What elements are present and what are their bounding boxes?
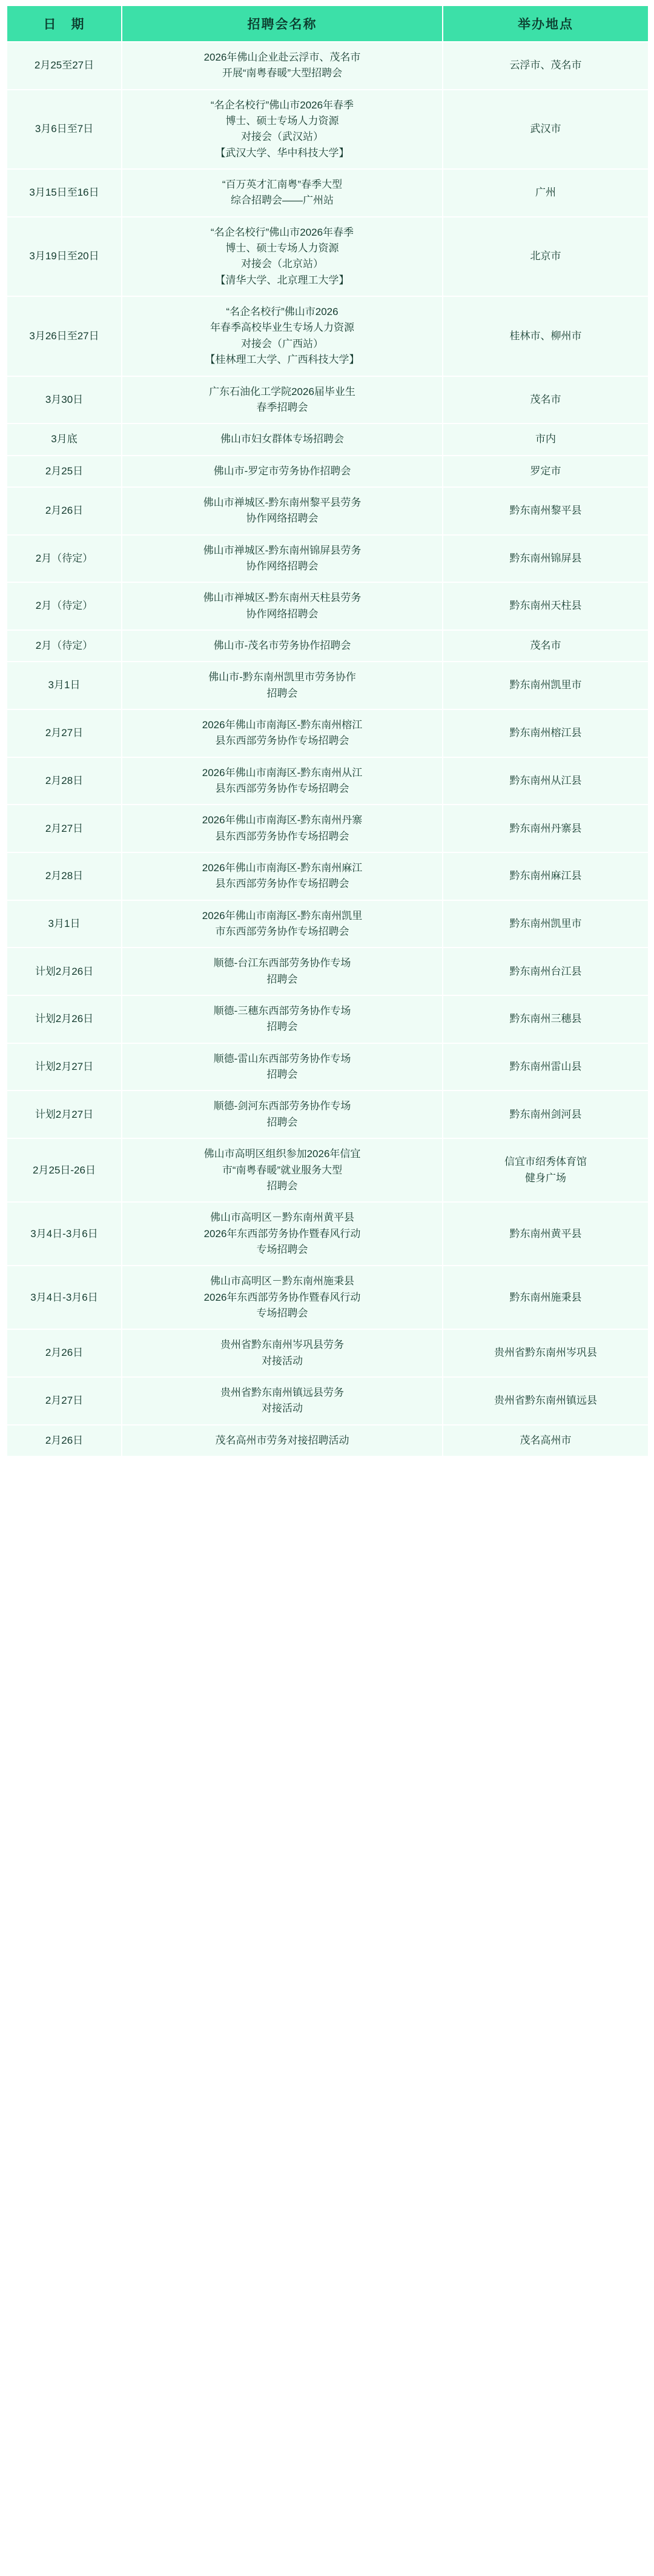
cell-event-name-line: 对接会（广西站） xyxy=(241,337,323,350)
cell-event-name-line: 贵州省黔东南州岑巩县劳务 xyxy=(220,1339,344,1351)
table-row xyxy=(7,757,649,805)
cell-location xyxy=(443,1377,649,1425)
cell-date-line: 2月27日 xyxy=(45,822,84,834)
cell-date xyxy=(7,995,122,1043)
cell-location-line: 黔东南州从江县 xyxy=(509,774,582,786)
cell-event-name xyxy=(122,1202,443,1266)
cell-date xyxy=(7,757,122,805)
column-header-name: 招聘会名称 xyxy=(122,5,443,42)
cell-date xyxy=(7,1090,122,1138)
cell-location xyxy=(443,757,649,805)
cell-location xyxy=(443,487,649,535)
cell-event-name-line: 【武汉大学、华中科技大学】 xyxy=(215,147,349,159)
cell-event-name xyxy=(122,995,443,1043)
cell-date-line: 2月27日 xyxy=(45,1395,84,1407)
cell-event-name-line: 佛山市-罗定市劳务协作招聘会 xyxy=(213,465,351,477)
cell-location xyxy=(443,376,649,424)
cell-event-name-line: 博士、硕士专场人力资源 xyxy=(225,115,339,127)
cell-event-name-line: 顺德-雷山东西部劳务协作专场 xyxy=(213,1052,351,1064)
cell-location xyxy=(443,805,649,852)
cell-event-name-line: 佛山市高明区－黔东南州施秉县 xyxy=(210,1275,354,1287)
cell-event-name xyxy=(122,456,443,487)
table-row xyxy=(7,1202,649,1266)
cell-date xyxy=(7,709,122,757)
cell-date xyxy=(7,1329,122,1377)
cell-date-line: 计划2月26日 xyxy=(35,965,94,977)
cell-location xyxy=(443,1043,649,1091)
cell-event-name-line: 招聘会 xyxy=(266,1021,298,1033)
cell-location-line: 黔东南州台江县 xyxy=(509,965,582,977)
cell-event-name-line: 对接会（北京站） xyxy=(241,258,323,270)
cell-date xyxy=(7,487,122,535)
cell-date xyxy=(7,900,122,948)
cell-event-name-line: 佛山市禅城区-黔东南州天柱县劳务 xyxy=(203,592,362,604)
cell-event-name-line: 茂名高州市劳务对接招聘活动 xyxy=(215,1434,349,1446)
cell-event-name-line: 协作网络招聘会 xyxy=(246,608,319,620)
cell-date xyxy=(7,630,122,662)
cell-location-line: 黔东南州剑河县 xyxy=(509,1108,582,1120)
cell-date-line: 2月（待定） xyxy=(35,600,93,612)
cell-location xyxy=(443,630,649,662)
cell-date xyxy=(7,1043,122,1091)
cell-location xyxy=(443,42,649,90)
cell-date-line: 2月28日 xyxy=(45,774,84,786)
cell-location-line: 武汉市 xyxy=(530,123,561,135)
cell-date-line: 3月6日至7日 xyxy=(35,123,94,135)
table-row xyxy=(7,852,649,900)
cell-event-name-line: 对接会（武汉站） xyxy=(241,131,323,143)
cell-event-name xyxy=(122,757,443,805)
table-row xyxy=(7,1329,649,1377)
cell-date-line: 2月26日 xyxy=(45,1347,84,1359)
cell-event-name-line: 顺德-台江东西部劳务协作专场 xyxy=(213,957,351,969)
cell-event-name-line: 综合招聘会——广州站 xyxy=(231,194,334,207)
table-row xyxy=(7,630,649,662)
cell-event-name-line: 县东西部劳务协作专场招聘会 xyxy=(215,830,349,842)
cell-event-name xyxy=(122,423,443,455)
cell-event-name-line: 贵州省黔东南州镇远县劳务 xyxy=(220,1386,344,1398)
cell-event-name xyxy=(122,1329,443,1377)
cell-event-name xyxy=(122,1138,443,1202)
cell-date xyxy=(7,1425,122,1456)
cell-location-line: 市内 xyxy=(535,433,556,445)
cell-date-line: 计划2月27日 xyxy=(35,1060,94,1072)
cell-date xyxy=(7,1202,122,1266)
cell-event-name-line: 顺德-三穗东西部劳务协作专场 xyxy=(213,1005,351,1017)
column-header-date: 日 期 xyxy=(7,5,122,42)
table-row xyxy=(7,1425,649,1456)
cell-date xyxy=(7,217,122,296)
cell-date-line: 2月25至27日 xyxy=(34,59,94,71)
cell-location xyxy=(443,900,649,948)
cell-event-name xyxy=(122,948,443,995)
cell-date-line: 3月19日至20日 xyxy=(29,250,99,262)
cell-event-name-line: 春季招聘会 xyxy=(256,401,308,413)
table-row xyxy=(7,535,649,583)
cell-location xyxy=(443,1425,649,1456)
cell-location xyxy=(443,995,649,1043)
cell-event-name-line: 协作网络招聘会 xyxy=(246,560,319,572)
table-row xyxy=(7,217,649,296)
cell-event-name-line: 2026年佛山市南海区-黔东南州凯里 xyxy=(202,909,363,921)
cell-event-name xyxy=(122,296,443,376)
cell-event-name xyxy=(122,487,443,535)
recruitment-schedule-table xyxy=(6,5,649,1457)
cell-event-name-line: 【清华大学、北京理工大学】 xyxy=(215,274,349,286)
cell-event-name xyxy=(122,1425,443,1456)
cell-event-name-line: 佛山市高明区－黔东南州黄平县 xyxy=(210,1212,354,1224)
cell-event-name-line: 佛山市妇女群体专场招聘会 xyxy=(220,433,344,445)
table-row xyxy=(7,1266,649,1329)
cell-location-line: 黔东南州黄平县 xyxy=(509,1227,582,1240)
cell-event-name xyxy=(122,535,443,583)
cell-location-line: 黔东南州黎平县 xyxy=(509,505,582,517)
cell-date-line: 2月（待定） xyxy=(35,552,93,564)
cell-location xyxy=(443,535,649,583)
cell-location-line: 黔东南州凯里市 xyxy=(509,679,582,691)
cell-location xyxy=(443,169,649,217)
cell-event-name-line: 招聘会 xyxy=(266,973,298,985)
cell-event-name-line: 县东西部劳务协作专场招聘会 xyxy=(215,878,349,890)
cell-location xyxy=(443,582,649,630)
cell-location xyxy=(443,662,649,709)
cell-event-name-line: 县东西部劳务协作专场招聘会 xyxy=(215,735,349,747)
cell-event-name-line: 佛山市禅城区-黔东南州黎平县劳务 xyxy=(203,496,362,508)
table-row xyxy=(7,948,649,995)
cell-location-line: 信宜市绍秀体育馆 xyxy=(504,1156,587,1168)
cell-date-line: 3月4日-3月6日 xyxy=(30,1291,98,1303)
cell-location xyxy=(443,1138,649,1202)
cell-location xyxy=(443,1202,649,1266)
cell-location-line: 北京市 xyxy=(530,250,561,262)
cell-event-name xyxy=(122,1266,443,1329)
cell-event-name-line: “名企名校行”佛山市2026 xyxy=(226,306,339,318)
cell-date xyxy=(7,1377,122,1425)
cell-date-line: 2月26日 xyxy=(45,1434,84,1446)
table-row xyxy=(7,1090,649,1138)
cell-location-line: 黔东南州施秉县 xyxy=(509,1291,582,1303)
cell-location-line: 黔东南州凯里市 xyxy=(509,917,582,929)
cell-location-line: 健身广场 xyxy=(525,1172,566,1184)
cell-event-name xyxy=(122,90,443,169)
cell-date xyxy=(7,1266,122,1329)
table-body xyxy=(7,42,649,1456)
cell-date xyxy=(7,948,122,995)
table-row xyxy=(7,662,649,709)
cell-location xyxy=(443,1090,649,1138)
cell-date xyxy=(7,535,122,583)
cell-date-line: 3月15日至16日 xyxy=(29,187,99,199)
cell-event-name xyxy=(122,1090,443,1138)
cell-date-line: 2月27日 xyxy=(45,727,84,739)
cell-date-line: 2月28日 xyxy=(45,870,84,882)
cell-event-name-line: 对接活动 xyxy=(262,1355,303,1367)
table-row xyxy=(7,90,649,169)
cell-event-name-line: 2026年佛山市南海区-黔东南州丹寨 xyxy=(202,814,363,826)
cell-location-line: 黔东南州麻江县 xyxy=(509,870,582,882)
cell-date xyxy=(7,376,122,424)
cell-location-line: 桂林市、柳州市 xyxy=(509,330,582,342)
cell-location-line: 茂名市 xyxy=(530,393,561,405)
cell-event-name-line: 年春季高校毕业生专场人力资源 xyxy=(210,322,354,334)
cell-location-line: 黔东南州榕江县 xyxy=(509,727,582,739)
cell-date xyxy=(7,456,122,487)
cell-event-name-line: 招聘会 xyxy=(266,687,298,699)
cell-date-line: 计划2月26日 xyxy=(35,1013,94,1025)
cell-date-line: 2月25日-26日 xyxy=(33,1164,96,1176)
cell-event-name xyxy=(122,582,443,630)
cell-event-name-line: 2026年佛山市南海区-黔东南州麻江 xyxy=(202,862,363,874)
cell-location xyxy=(443,1266,649,1329)
cell-date xyxy=(7,1138,122,1202)
cell-date xyxy=(7,42,122,90)
table-row xyxy=(7,900,649,948)
cell-event-name xyxy=(122,1377,443,1425)
cell-date xyxy=(7,423,122,455)
cell-date xyxy=(7,169,122,217)
cell-event-name-line: “百万英才汇南粤”春季大型 xyxy=(222,179,343,191)
cell-date-line: 3月4日-3月6日 xyxy=(30,1227,98,1240)
cell-location-line: 黔东南州天柱县 xyxy=(509,600,582,612)
cell-event-name-line: 市东西部劳务协作专场招聘会 xyxy=(215,926,349,938)
table-row xyxy=(7,42,649,90)
table-row xyxy=(7,487,649,535)
cell-event-name-line: 协作网络招聘会 xyxy=(246,513,319,525)
cell-event-name-line: 市“南粤春暖”就业服务大型 xyxy=(222,1164,343,1176)
cell-event-name-line: 招聘会 xyxy=(266,1116,298,1128)
cell-date xyxy=(7,582,122,630)
cell-location-line: 广州 xyxy=(535,187,556,199)
cell-location xyxy=(443,423,649,455)
cell-date-line: 2月25日 xyxy=(45,465,84,477)
cell-event-name-line: 专场招聘会 xyxy=(256,1307,308,1319)
table-row xyxy=(7,1138,649,1202)
table-row xyxy=(7,296,649,376)
cell-event-name-line: 开展“南粤春暖”大型招聘会 xyxy=(222,67,343,79)
table-row xyxy=(7,1043,649,1091)
cell-date xyxy=(7,90,122,169)
cell-date xyxy=(7,662,122,709)
cell-event-name xyxy=(122,662,443,709)
cell-event-name-line: “名企名校行”佛山市2026年春季 xyxy=(210,226,354,238)
cell-date-line: 3月1日 xyxy=(48,679,81,691)
cell-location xyxy=(443,90,649,169)
cell-location-line: 黔东南州锦屏县 xyxy=(509,552,582,564)
cell-event-name-line: 广东石油化工学院2026届毕业生 xyxy=(209,385,355,397)
cell-event-name-line: 佛山市高明区组织参加2026年信宜 xyxy=(203,1148,361,1160)
cell-event-name-line: 2026年东西部劳务协作暨春风行动 xyxy=(203,1291,361,1303)
cell-event-name xyxy=(122,709,443,757)
cell-event-name xyxy=(122,630,443,662)
cell-location xyxy=(443,852,649,900)
cell-event-name-line: 县东西部劳务协作专场招聘会 xyxy=(215,783,349,794)
cell-location-line: 黔东南州丹寨县 xyxy=(509,822,582,834)
cell-event-name-line: 佛山市禅城区-黔东南州锦屏县劳务 xyxy=(203,544,362,556)
cell-event-name-line: “名企名校行”佛山市2026年春季 xyxy=(210,99,354,111)
table-row xyxy=(7,582,649,630)
table-row xyxy=(7,456,649,487)
cell-date xyxy=(7,852,122,900)
cell-location xyxy=(443,296,649,376)
cell-event-name-line: 顺德-剑河东西部劳务协作专场 xyxy=(213,1100,351,1112)
cell-location-line: 贵州省黔东南州镇远县 xyxy=(494,1395,597,1407)
cell-location-line: 黔东南州雷山县 xyxy=(509,1060,582,1072)
table-row xyxy=(7,376,649,424)
cell-event-name-line: 【桂林理工大学、广西科技大学】 xyxy=(205,354,360,366)
cell-date-line: 2月26日 xyxy=(45,505,84,517)
cell-location-line: 云浮市、茂名市 xyxy=(509,59,582,71)
table-row xyxy=(7,805,649,852)
cell-location-line: 茂名高州市 xyxy=(520,1434,572,1446)
cell-date-line: 3月30日 xyxy=(45,393,84,405)
cell-event-name-line: 2026年佛山企业赴云浮市、茂名市 xyxy=(203,51,361,63)
cell-event-name-line: 招聘会 xyxy=(266,1069,298,1081)
cell-event-name xyxy=(122,376,443,424)
cell-event-name-line: 专场招聘会 xyxy=(256,1243,308,1255)
cell-event-name-line: 对接活动 xyxy=(262,1403,303,1415)
cell-location xyxy=(443,1329,649,1377)
cell-location-line: 茂名市 xyxy=(530,639,561,651)
table-row xyxy=(7,995,649,1043)
table-row xyxy=(7,1377,649,1425)
cell-date-line: 2月（待定） xyxy=(35,639,93,651)
cell-event-name xyxy=(122,169,443,217)
cell-event-name-line: 招聘会 xyxy=(266,1180,298,1192)
cell-event-name-line: 2026年佛山市南海区-黔东南州从江 xyxy=(202,766,363,778)
cell-event-name xyxy=(122,42,443,90)
cell-date-line: 计划2月27日 xyxy=(35,1108,94,1120)
table-row xyxy=(7,169,649,217)
table-row xyxy=(7,423,649,455)
cell-location xyxy=(443,456,649,487)
cell-event-name-line: 2026年佛山市南海区-黔东南州榕江 xyxy=(202,719,363,731)
cell-location xyxy=(443,948,649,995)
cell-event-name-line: 2026年东西部劳务协作暨春风行动 xyxy=(203,1227,361,1240)
cell-location xyxy=(443,709,649,757)
cell-event-name xyxy=(122,852,443,900)
cell-event-name xyxy=(122,1043,443,1091)
cell-date xyxy=(7,805,122,852)
cell-event-name-line: 佛山市-茂名市劳务协作招聘会 xyxy=(213,639,351,651)
cell-event-name xyxy=(122,217,443,296)
cell-event-name xyxy=(122,805,443,852)
column-header-place: 举办地点 xyxy=(443,5,649,42)
cell-event-name-line: 佛山市-黔东南州凯里市劳务协作 xyxy=(208,671,356,683)
cell-location xyxy=(443,217,649,296)
table-header-row xyxy=(7,5,649,42)
cell-location-line: 黔东南州三穗县 xyxy=(509,1013,582,1025)
cell-event-name xyxy=(122,900,443,948)
cell-location-line: 罗定市 xyxy=(530,465,561,477)
cell-event-name-line: 博士、硕士专场人力资源 xyxy=(225,242,339,254)
cell-date-line: 3月26日至27日 xyxy=(29,330,99,342)
cell-date-line: 3月1日 xyxy=(48,917,81,929)
cell-location-line: 贵州省黔东南州岑巩县 xyxy=(494,1347,597,1359)
cell-date-line: 3月底 xyxy=(51,433,78,445)
cell-date xyxy=(7,296,122,376)
table-row xyxy=(7,709,649,757)
